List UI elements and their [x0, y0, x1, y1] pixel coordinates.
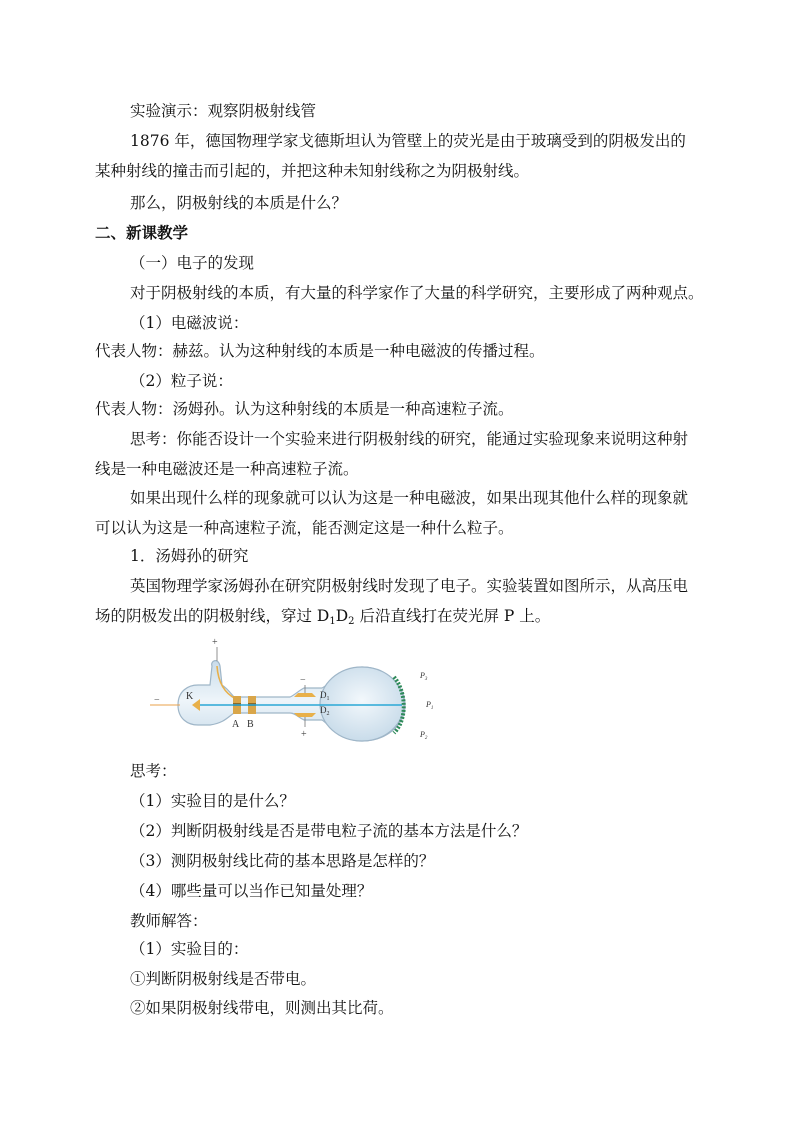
intro-question: 那么，阴极射线的本质是什么？	[130, 194, 348, 212]
subsection-title: （一）电子的发现	[130, 254, 255, 272]
history-line-1: 1876 年，德国物理学家戈德斯坦认为管壁上的荧光是由于玻璃受到的阴极发出的	[130, 132, 686, 150]
cathode-ray-tube-figure	[140, 633, 440, 743]
thomson-line-1: 英国物理学家汤姆孙在研究阴极射线时发现了电子。实验装置如图所示，从高压电	[130, 577, 689, 595]
demo-title: 实验演示：观察阴极射线管	[130, 102, 317, 120]
section-heading: 二、新课教学	[95, 224, 189, 242]
label-minus-d: −	[300, 675, 306, 686]
label-b: B	[247, 719, 254, 730]
d2-subscript: 2	[348, 616, 355, 627]
thinking-q3: （3）测阴极射线比荷的基本思路是怎样的？	[130, 852, 435, 870]
thinking-q4: （4）哪些量可以当作已知量处理？	[130, 882, 373, 900]
thinking-title: 思考：	[130, 762, 177, 780]
label-d1: $D_1$	[320, 690, 330, 702]
label-k: K	[186, 691, 194, 702]
thomson-line-2-c: 后沿直线打在荧光屏 P 上。	[354, 607, 551, 625]
view2-text: 代表人物：汤姆孙。认为这种射线的本质是一种高速粒子流。	[95, 400, 514, 418]
para-two-views: 对于阴极射线的本质，有大量的科学家作了大量的科学研究，主要形成了两种观点。	[130, 284, 704, 302]
think2-line-2: 可以认为这是一种高速粒子流，能否测定这是一种什么粒子。	[95, 519, 514, 537]
label-minus-left: −	[154, 695, 160, 706]
label-d2: $D_2$	[320, 705, 330, 717]
answer1-title: （1）实验目的：	[130, 940, 249, 958]
view2-title: （2）粒子说：	[130, 372, 233, 390]
think2-line-1: 如果出现什么样的现象就可以认为这是一种电磁波，如果出现其他什么样的现象就	[130, 489, 689, 507]
label-plus-bottom: +	[301, 729, 307, 740]
thinking-q2: （2）判断阴极射线是否是带电粒子流的基本方法是什么？	[130, 822, 528, 840]
thomson-title: 1．汤姆孙的研究	[130, 547, 249, 565]
thinking-q1: （1）实验目的是什么？	[130, 792, 295, 810]
label-plus-top: +	[212, 637, 218, 648]
screen-bulb	[320, 667, 404, 741]
answers-title: 教师解答：	[130, 912, 208, 930]
answer1-item2: ②如果阴极射线带电，则测出其比荷。	[130, 999, 394, 1017]
thomson-line-2-b: D	[335, 607, 349, 625]
view1-text: 代表人物：赫兹。认为这种射线的本质是一种电磁波的传播过程。	[95, 342, 545, 360]
history-line-2: 某种射线的撞击而引起的，并把这种未知射线称之为阴极射线。	[95, 162, 530, 180]
thomson-line-2-a: 场的阴极发出的阴极射线，穿过 D	[95, 607, 330, 625]
label-p1: $P_1$	[426, 700, 434, 711]
answer1-item1: ①判断阴极射线是否带电。	[130, 970, 317, 988]
thomson-line-2	[95, 606, 550, 626]
think1-line-1: 思考：你能否设计一个实验来进行阴极射线的研究，能通过实验现象来说明这种射	[130, 430, 689, 448]
label-a: A	[232, 719, 240, 730]
view1-title: （1）电磁波说：	[130, 314, 249, 332]
label-p2: $P_2$	[420, 730, 428, 741]
label-p3: $P_3$	[420, 671, 428, 682]
d1-subscript: 1	[329, 616, 336, 627]
think1-line-2: 线是一种电磁波还是一种高速粒子流。	[95, 460, 359, 478]
